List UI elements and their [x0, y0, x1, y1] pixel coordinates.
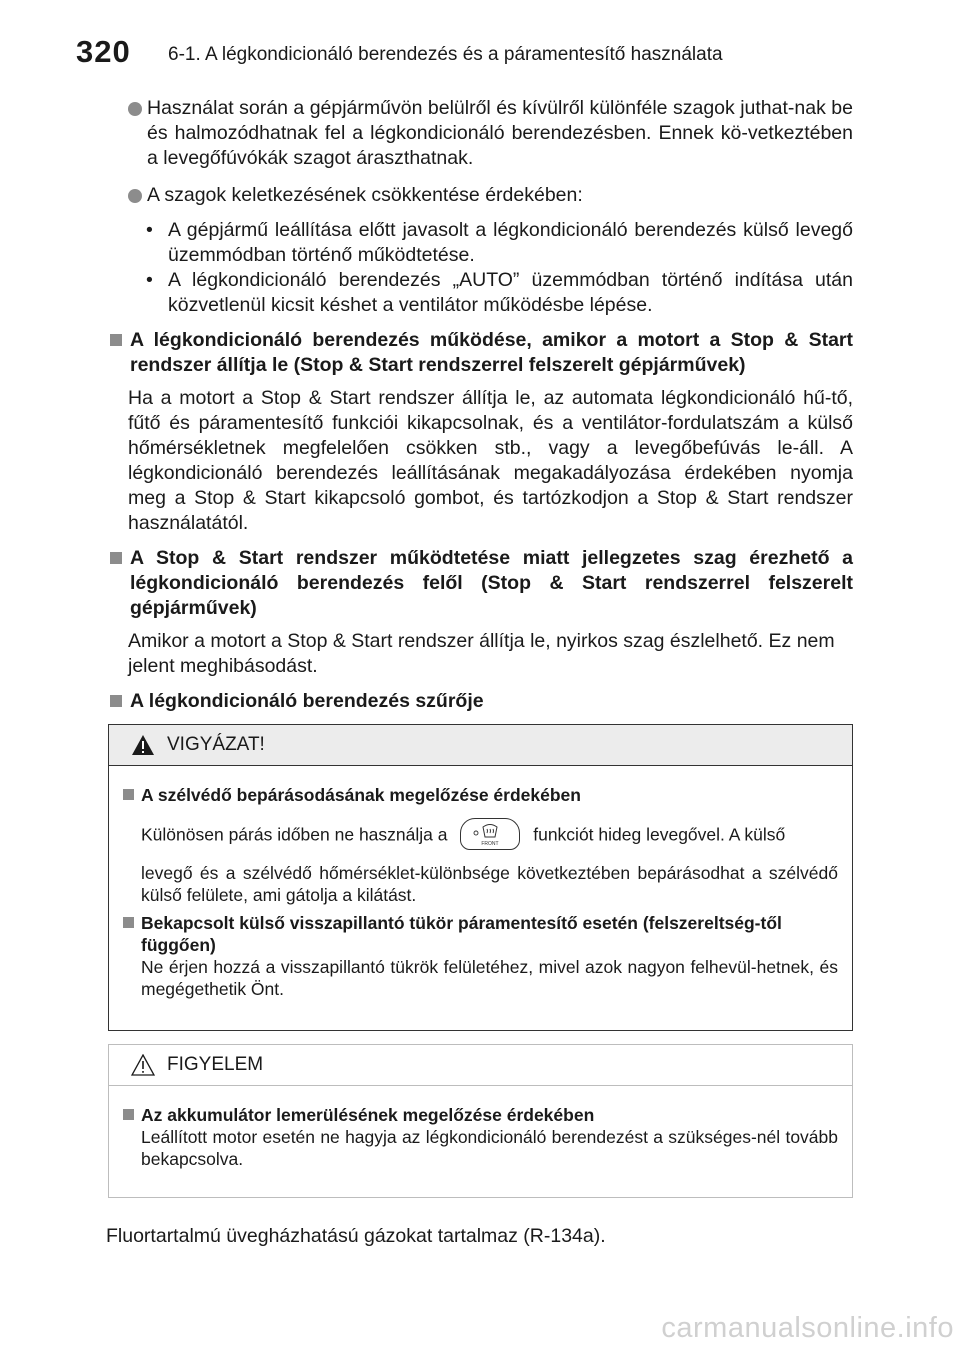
notice-text: Leállított motor esetén ne hagyja az légkondicionáló berendezést a szükséges-nél tovább bekapcsolva.	[141, 1127, 838, 1169]
section-heading	[108, 546, 853, 621]
footer-note: Fluortartalmú üvegházhatású gázokat tartalmaz (R-134a).	[106, 1225, 606, 1247]
square-marker-icon	[123, 1109, 134, 1120]
square-marker-icon	[110, 695, 122, 707]
notice-subheading	[123, 1104, 838, 1126]
bullet-item	[108, 96, 853, 171]
sub-bullet-icon: •	[146, 269, 153, 291]
warning-text	[141, 820, 838, 852]
square-marker-icon	[110, 334, 122, 346]
square-marker-icon	[123, 789, 134, 800]
warning-box	[108, 724, 853, 1031]
warning-text-before: Különösen párás időben ne használja a	[141, 824, 448, 845]
sub-item-text: A gépjármű leállítása előtt javasolt a légkondicionáló berendezés külső levegő üzemmódban történő működtetése.	[168, 219, 853, 266]
defroster-symbol-icon	[461, 819, 519, 849]
caution-triangle-icon	[131, 1054, 155, 1076]
bullet-text: A szagok keletkezésének csökkentése érdekében:	[147, 184, 583, 206]
warning-subheading-text: A szélvédő bepárásodásának megelőzése érdekében	[141, 785, 581, 805]
bullet-dot-icon	[128, 189, 142, 203]
sub-list	[146, 218, 853, 318]
sub-bullet-icon: •	[146, 219, 153, 241]
square-marker-icon	[123, 917, 134, 928]
section-heading-text: A légkondicionáló berendezés működése, amikor a motort a Stop & Start rendszer állítja le (Stop & Start rendszerrel felszerelt gépjárművek)	[130, 329, 853, 376]
front-button-label: FRONT	[481, 841, 499, 847]
warning-subheading-text: Bekapcsolt külső visszapillantó tükör páramentesítő esetén (felszereltség-től függően)	[141, 913, 782, 955]
watermark: carmanualsonline.info	[661, 1312, 954, 1344]
section-heading	[108, 689, 853, 714]
warning-body	[109, 766, 852, 1000]
notice-box	[108, 1044, 853, 1198]
notice-subheading-text: Az akkumulátor lemerülésének megelőzése érdekében	[141, 1105, 595, 1125]
section-heading-text: A légkondicionáló berendezés szűrője	[130, 690, 484, 712]
section-title: 6-1. A légkondicionáló berendezés és a páramentesítő használata	[168, 44, 723, 65]
main-content	[108, 96, 853, 761]
warning-subheading	[123, 912, 838, 956]
bullet-text: Használat során a gépjárművön belülről és kívülről különféle szagok juthat-nak be és halmozódhatnak fel a légkondicionáló berendezésben. Ennek kö-vetkeztében a levegőfúvókák szagot áraszthatnak.	[147, 97, 853, 169]
section-body: Amikor a motort a Stop & Start rendszer állítja le, nyirkos szag észlelhető. Ez nem jelent meghibásodást.	[128, 630, 835, 677]
notice-header	[109, 1045, 852, 1086]
section-heading	[108, 328, 853, 378]
sub-item-text: A légkondicionáló berendezés „AUTO” üzemmódban történő indítása után közvetlenül kicsit késhet a ventilátor működésbe lépése.	[168, 269, 853, 316]
warning-text-rest: levegő és a szélvédő hőmérséklet-különbsége következtében bepárásodhat a szélvédő külső felülete, ami gátolja a kilátást.	[141, 863, 838, 905]
section-heading-text: A Stop & Start rendszer működtetése miatt jellegzetes szag érezhető a légkondicionáló berendezés felől (Stop & Start rendszerrel felszerelt gépjárművek)	[130, 547, 853, 619]
warning-triangle-icon	[131, 734, 155, 756]
bullet-dot-icon	[128, 102, 142, 116]
notice-title: FIGYELEM	[167, 1054, 264, 1075]
sub-list-item	[146, 218, 853, 268]
bullet-item	[108, 183, 853, 208]
sub-list-item	[146, 268, 853, 318]
warning-subheading	[123, 784, 838, 806]
notice-body	[109, 1086, 852, 1170]
warning-title: VIGYÁZAT!	[167, 734, 265, 755]
warning-header	[109, 725, 852, 766]
square-marker-icon	[110, 552, 122, 564]
warning-text-after: funkciót hideg levegővel. A külső	[533, 824, 786, 845]
section-body: Ha a motort a Stop & Start rendszer állítja le, az automata légkondicionáló hű-tő, fűtő és páramentesítő funkciói kikapcsolnak, és a ventilátor-fordulatszám a külső hőmérsékletnek megfelelően csökken stb., vagy a levegőbefúvás le-áll. A légkondicionáló berendezés leállításának megakadályozása érdekében nyomja meg a Stop & Start kikapcsoló gombot, és tartózkodjon a Stop & Start rendszer használatától.	[128, 387, 853, 534]
page-number: 320	[76, 34, 131, 69]
front-defroster-button-icon	[460, 818, 520, 850]
warning-text: Ne érjen hozzá a visszapillantó tükrök felületéhez, mivel azok nagyon felhevül-hetnek, és megégethetik Önt.	[141, 957, 838, 999]
